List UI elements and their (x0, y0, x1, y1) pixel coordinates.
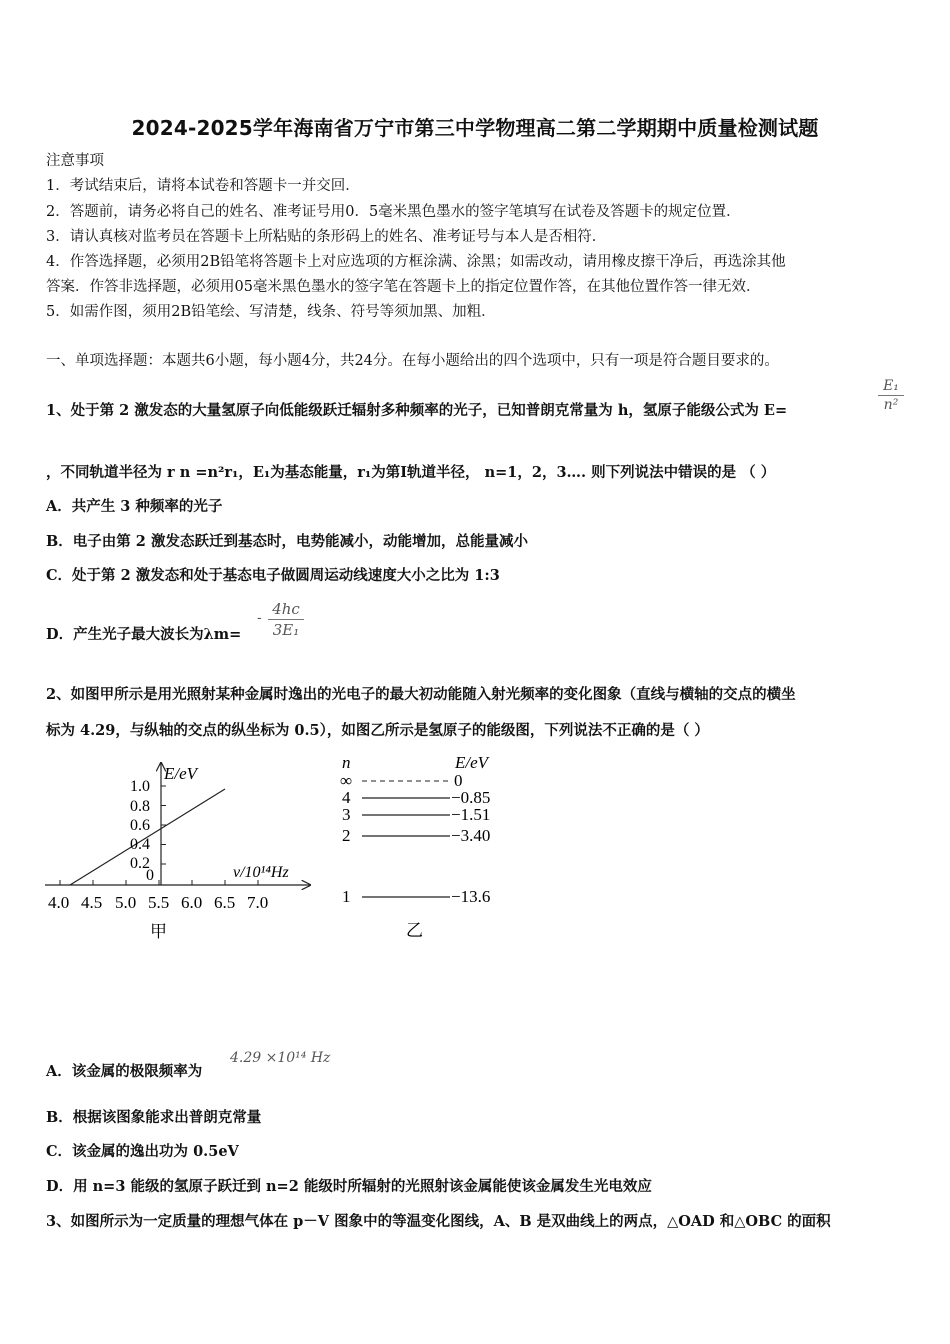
x-axis-label: ν/10¹⁴Hz (233, 864, 289, 881)
q3-stem: 3、如图所示为一定质量的理想气体在 p－V 图象中的等温变化图线，A、B 是双曲线上的两点，△OAD 和△OBC 的面积 (46, 1213, 831, 1230)
x-tick-label: 6.0 (181, 893, 203, 912)
notice-item: 1．考试结束后，请将本试卷和答题卡一并交回． (46, 178, 360, 194)
q1-option-b: B．电子由第 2 激发态跃迁到基态时，电势能减小，动能增加，总能量减小 (46, 533, 528, 550)
level-energy: −3.40 (451, 826, 491, 845)
x-tick-label: 5.5 (148, 893, 170, 912)
figure-caption-yi: 乙 (406, 921, 423, 940)
x-tick-label: 6.5 (214, 893, 236, 912)
y-tick-marks (161, 786, 166, 864)
notice-item: 4．作答选择题，必须用2B铅笔将答题卡上对应选项的方框涂满、涂黑；如需改动，请用橡皮擦干净后，再选涂其他 (46, 254, 786, 270)
q2-option-c: C．该金属的逸出功为 0.5eV (46, 1143, 239, 1160)
formula-denominator: n² (883, 397, 899, 413)
x-tick-marks (60, 880, 258, 885)
x-tick-label: 4.5 (81, 893, 103, 912)
figure-caption-jia: 甲 (150, 922, 167, 941)
q2-option-b: B．根据该图象能求出普朗克常量 (46, 1109, 262, 1126)
q2-frequency-formula: 4.29 ×10¹⁴ Hz (230, 1050, 331, 1066)
q2-option-d: D．用 n=3 能级的氢原子跃迁到 n=2 能级时所辐射的光照射该金属能使该金属发生光电效应 (46, 1178, 652, 1195)
q1-energy-formula (878, 378, 904, 413)
level-n: 2 (342, 826, 351, 845)
y-tick-label: 0.8 (130, 798, 150, 815)
y-tick-label: 0 (146, 867, 154, 884)
y-tick-label: 0.4 (130, 836, 150, 853)
page-title: 2024-2025学年海南省万宁市第三中学物理高二第二学期期中质量检测试题 (131, 116, 819, 140)
level-n: 4 (342, 788, 351, 807)
q1-stem: 1、处于第 2 激发态的大量氢原子向低能级跃迁辐射多种频率的光子，已知普朗克常量为 h，氢原子能级公式为 E= (46, 402, 788, 419)
level-energy: −0.85 (451, 788, 491, 807)
q1-option-d: D．产生光子最大波长为λm= (46, 626, 242, 643)
formula-denominator: 3E₁ (272, 621, 300, 639)
graph-yi (330, 750, 530, 945)
notice-heading: 注意事项 (46, 153, 104, 169)
section-heading: 一、单项选择题：本题共6小题，每小题4分，共24分。在每小题给出的四个选项中，只有一项是符合题目要求的。 (46, 353, 779, 369)
q1-option-c: C．处于第 2 激发态和处于基态电子做圆周运动线速度大小之比为 1:3 (46, 567, 500, 584)
q1-option-a: A．共产生 3 种频率的光子 (46, 498, 223, 515)
level-n: ∞ (340, 771, 353, 790)
formula-numerator: E₁ (883, 378, 899, 394)
q2-stem-continued: 标为 4.29，与纵轴的交点的纵坐标为 0.5），如图乙所示是氢原子的能级图，下列说法不正确的是（ ） (46, 722, 709, 739)
notice-item: 5．如需作图，须用2B铅笔绘、写清楚，线条、符号等须加黑、加粗． (46, 304, 496, 320)
formula-numerator: 4hc (272, 600, 300, 618)
notice-item: 答案．作答非选择题，必须用05毫米黑色墨水的签字笔在答题卡上的指定位置作答，在其他位置作答一律无效． (46, 279, 761, 295)
q2-stem: 2、如图甲所示是用光照射某种金属时逸出的光电子的最大初动能随入射光频率的变化图象（直线与横轴的交点的横坐 (46, 686, 796, 703)
energy-label: E/eV (455, 753, 489, 772)
y-tick-label: 0.6 (130, 817, 150, 834)
y-axis-label: E/eV (164, 764, 198, 783)
q2-option-a: A．该金属的极限频率为 (46, 1063, 203, 1080)
level-energy: −13.6 (451, 887, 491, 906)
level-energy: −1.51 (451, 805, 491, 824)
y-tick-label: 1.0 (130, 778, 150, 795)
level-n: 3 (342, 805, 351, 824)
level-energy: 0 (454, 771, 463, 790)
x-tick-label: 5.0 (115, 893, 137, 912)
n-label: n (342, 753, 351, 772)
x-tick-label: 4.0 (48, 893, 70, 912)
graph-jia (40, 755, 320, 945)
y-tick-label: 0.2 (130, 855, 150, 872)
x-tick-label: 7.0 (247, 893, 269, 912)
q1-wavelength-formula (268, 600, 304, 639)
q1-option-d-sign: - (257, 610, 262, 626)
notice-item: 2．答题前，请务必将自己的姓名、准考证号用0．5毫米黑色墨水的签字笔填写在试卷及答题卡的规定位置． (46, 204, 741, 220)
notice-item: 3．请认真核对监考员在答题卡上所粘贴的条形码上的姓名、准考证号与本人是否相符． (46, 229, 607, 245)
q1-stem-continued: ，不同轨道半径为 r n =n²r₁，E₁为基态能量，r₁为第Ⅰ轨道半径， n=1，2，3…. 则下列说法中错误的是 （ ） (46, 464, 776, 481)
level-n: 1 (342, 887, 351, 906)
